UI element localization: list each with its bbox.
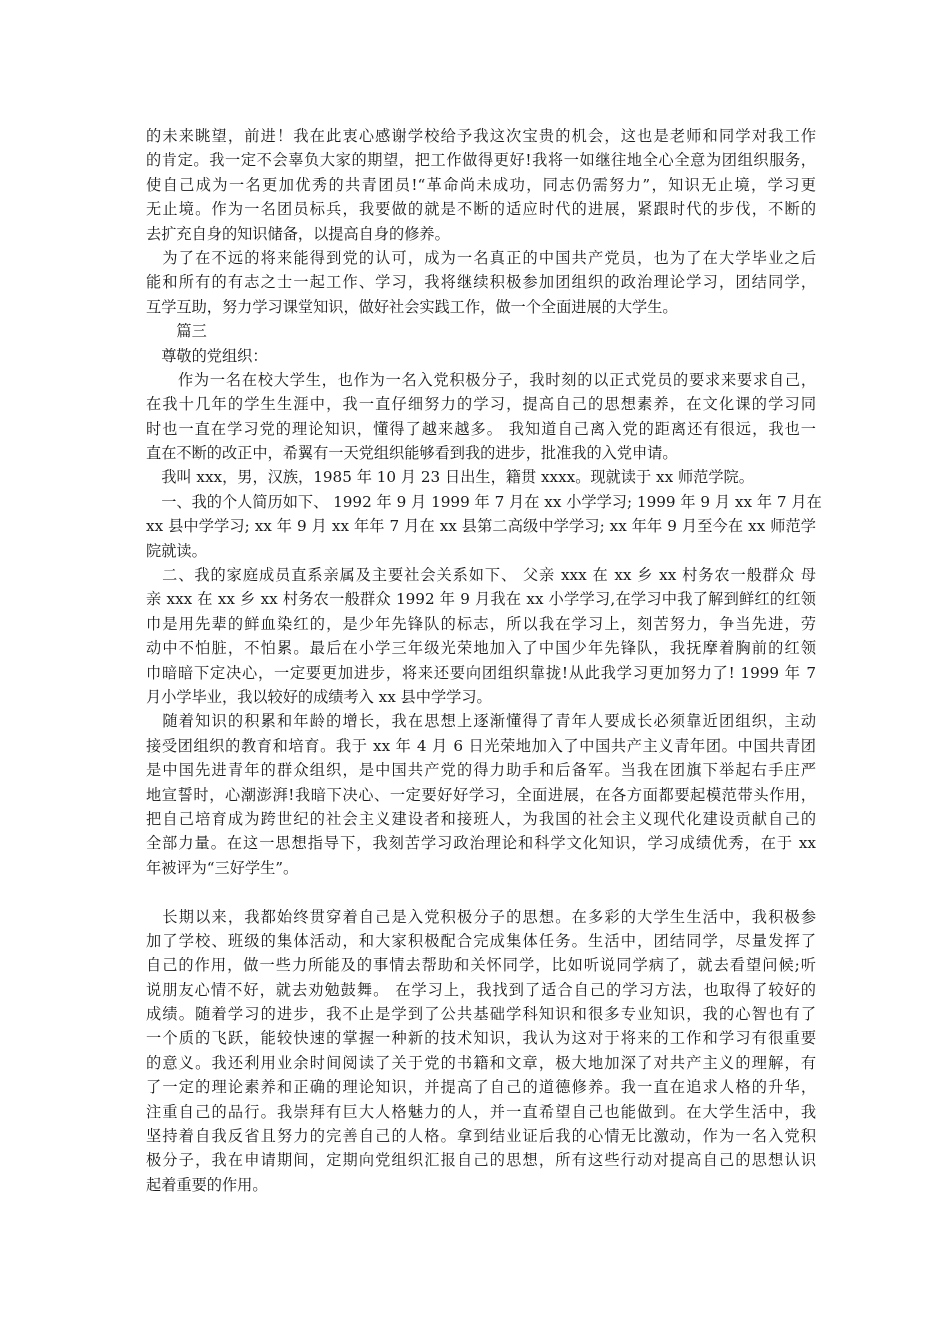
- text-line: 一、我的个人简历如下、 1992 年 9 月 1999 年 7 月在 xx 小学学习; 1999 年 9 月 xx 年 7 月在: [146, 492, 822, 511]
- text-line: 说朋友心情不好，就去劝勉鼓舞。 在学习上，我找到了适合自己的学习方法，也取得了较好的: [146, 980, 816, 999]
- text-line: 巾暗暗下定决心，一定要更加进步，将来还要向团组织靠拢!从此我学习更加努力了! 1999 年 7: [146, 663, 816, 682]
- text-line: 我叫 xxx，男，汉族，1985 年 10 月 23 日出生，籍贯 xxxx。现就读于 xx 师范学院。: [146, 468, 754, 487]
- text-line: 注重自己的品行。我崇拜有巨大人格魅力的人，并一直希望自己也能做到。在大学生活中，我: [146, 1102, 816, 1121]
- text-line: 的未来眺望，前进！我在此衷心感谢学校给予我这次宝贵的机会，这也是老师和同学对我工作: [146, 127, 816, 145]
- text-line: 去扩充自身的知识储备，以提高自身的修养。: [146, 224, 450, 243]
- text-line: 院就读。: [146, 541, 207, 560]
- text-line: 坚持着自我反省且努力的完善自己的人格。拿到结业证后我的心情无比激动，作为一名入党积: [146, 1127, 816, 1146]
- text-line: 巾是用先辈的鲜血染红的，是少年先锋队的标志，所以我在学习上，刻苦努力，争当先进，劳: [146, 614, 816, 633]
- text-line: 把自己培育成为跨世纪的社会主义建设者和接班人，为我国的社会主义现代化建设贡献自己的: [146, 809, 816, 828]
- text-line: xx 县中学学习; xx 年 9 月 xx 年年 7 月在 xx 县第二高级中学学习; xx 年年 9 月至今在 xx 师范学: [146, 517, 816, 536]
- text-line: 随着知识的积累和年龄的增长，我在思想上逐渐懂得了青年人要成长必须靠近团组织，主动: [146, 712, 816, 731]
- text-line: 了一定的理论素养和正确的理论知识，并提高了自己的道德修养。我一直在追求人格的升华，: [146, 1078, 816, 1097]
- text-line: 极分子，我在申请期间，定期向党组织汇报自己的思想，所有这些行动对提高自己的思想认识: [146, 1151, 816, 1170]
- blank-line: [146, 880, 816, 904]
- text-line: 能和所有的有志之士一起工作、学习，我将继续积极参加团组织的政治理论学习，团结同学，: [146, 273, 816, 292]
- text-line: 篇三: [146, 322, 207, 341]
- text-line: 全部力量。在这一思想指导下，我刻苦学习政治理论和科学文化知识，学习成绩优秀，在于 xx: [146, 834, 816, 853]
- text-line: 自己的作用，做一些力所能及的事情去帮助和关怀同学，比如听说同学病了，就去看望问候;听: [146, 956, 816, 975]
- text-line: 亲 xxx 在 xx 乡 xx 村务农一般群众 1992 年 9 月我在 xx 小学学习,在学习中我了解到鲜红的红领: [146, 590, 816, 609]
- text-line: 为了在不远的将来能得到党的认可，成为一名真正的中国共产党员，也为了在大学毕业之后: [146, 248, 816, 267]
- text-line: 在我十几年的学生生涯中，我一直仔细努力的学习，提高自己的思想素养，在文化课的学习同: [146, 395, 816, 414]
- text-line: 的意义。我还利用业余时间阅读了关于党的书籍和文章，极大地加深了对共产主义的理解，有: [146, 1053, 816, 1072]
- text-line: 月小学毕业，我以较好的成绩考入 xx 县中学学习。: [146, 687, 492, 706]
- text-line: 使自己成为一名更加优秀的共青团员!“革命尚未成功，同志仍需努力”，知识无止境，学习更: [146, 175, 816, 194]
- text-line: 长期以来，我都始终贯穿着自己是入党积极分子的思想。在多彩的大学生生活中，我积极参: [146, 907, 816, 926]
- document-body: [146, 124, 822, 1197]
- text-line: 二、我的家庭成员直系亲属及主要社会关系如下、 父亲 xxx 在 xx 乡 xx 村务农一般群众 母: [146, 566, 816, 585]
- text-line: 地宣誓时，心潮澎湃!我暗下决心、一定要好好学习，全面进展，在各方面都要起模范带头作用，: [146, 785, 816, 804]
- text-line: 作为一名在校大学生，也作为一名入党积极分子，我时刻的以正式党员的要求来要求自己，: [146, 370, 816, 389]
- text-line: 起着重要的作用。: [146, 1175, 268, 1194]
- text-line: 尊敬的党组织：: [146, 346, 268, 365]
- text-line: 加了学校、班级的集体活动，和大家积极配合完成集体任务。生活中，团结同学，尽量发挥了: [146, 931, 816, 950]
- text-line: 一个质的飞跃，能较快速的掌握一种新的技术知识，我认为这对于将来的工作和学习有很重要: [146, 1029, 816, 1048]
- text-line: 无止境。作为一名团员标兵，我要做的就是不断的适应时代的进展，紧跟时代的步伐，不断的: [146, 200, 816, 219]
- text-line: 动中不怕脏，不怕累。最后在小学三年级光荣地加入了中国少年先锋队，我抚摩着胸前的红领: [146, 639, 816, 658]
- text-line: 直在不断的改正中，希翼有一天党组织能够看到我的进步，批准我的入党申请。: [146, 444, 678, 463]
- text-line: 是中国先进青年的群众组织，是中国共产党的得力助手和后备军。当我在团旗下举起右手庄严: [146, 761, 816, 780]
- text-line: 的肯定。我一定不会辜负大家的期望，把工作做得更好!我将一如继往地全心全意为团组织服务，: [146, 151, 816, 170]
- text-line: 成绩。随着学习的进步，我不止是学到了公共基础学科知识和很多专业知识，我的心智也有了: [146, 1005, 816, 1024]
- text-line: 时也一直在学习党的理论知识，懂得了越来越多。 我知道自己离入党的距离还有很远，我也一: [146, 419, 816, 438]
- text-line: 互学互助，努力学习课堂知识，做好社会实践工作，做一个全面进展的大学生。: [146, 297, 678, 316]
- text-line: 接受团组织的教育和培育。我于 xx 年 4 月 6 日光荣地加入了中国共产主义青年团。中国共青团: [146, 736, 816, 755]
- text-line: 年被评为“三好学生”。: [146, 858, 299, 877]
